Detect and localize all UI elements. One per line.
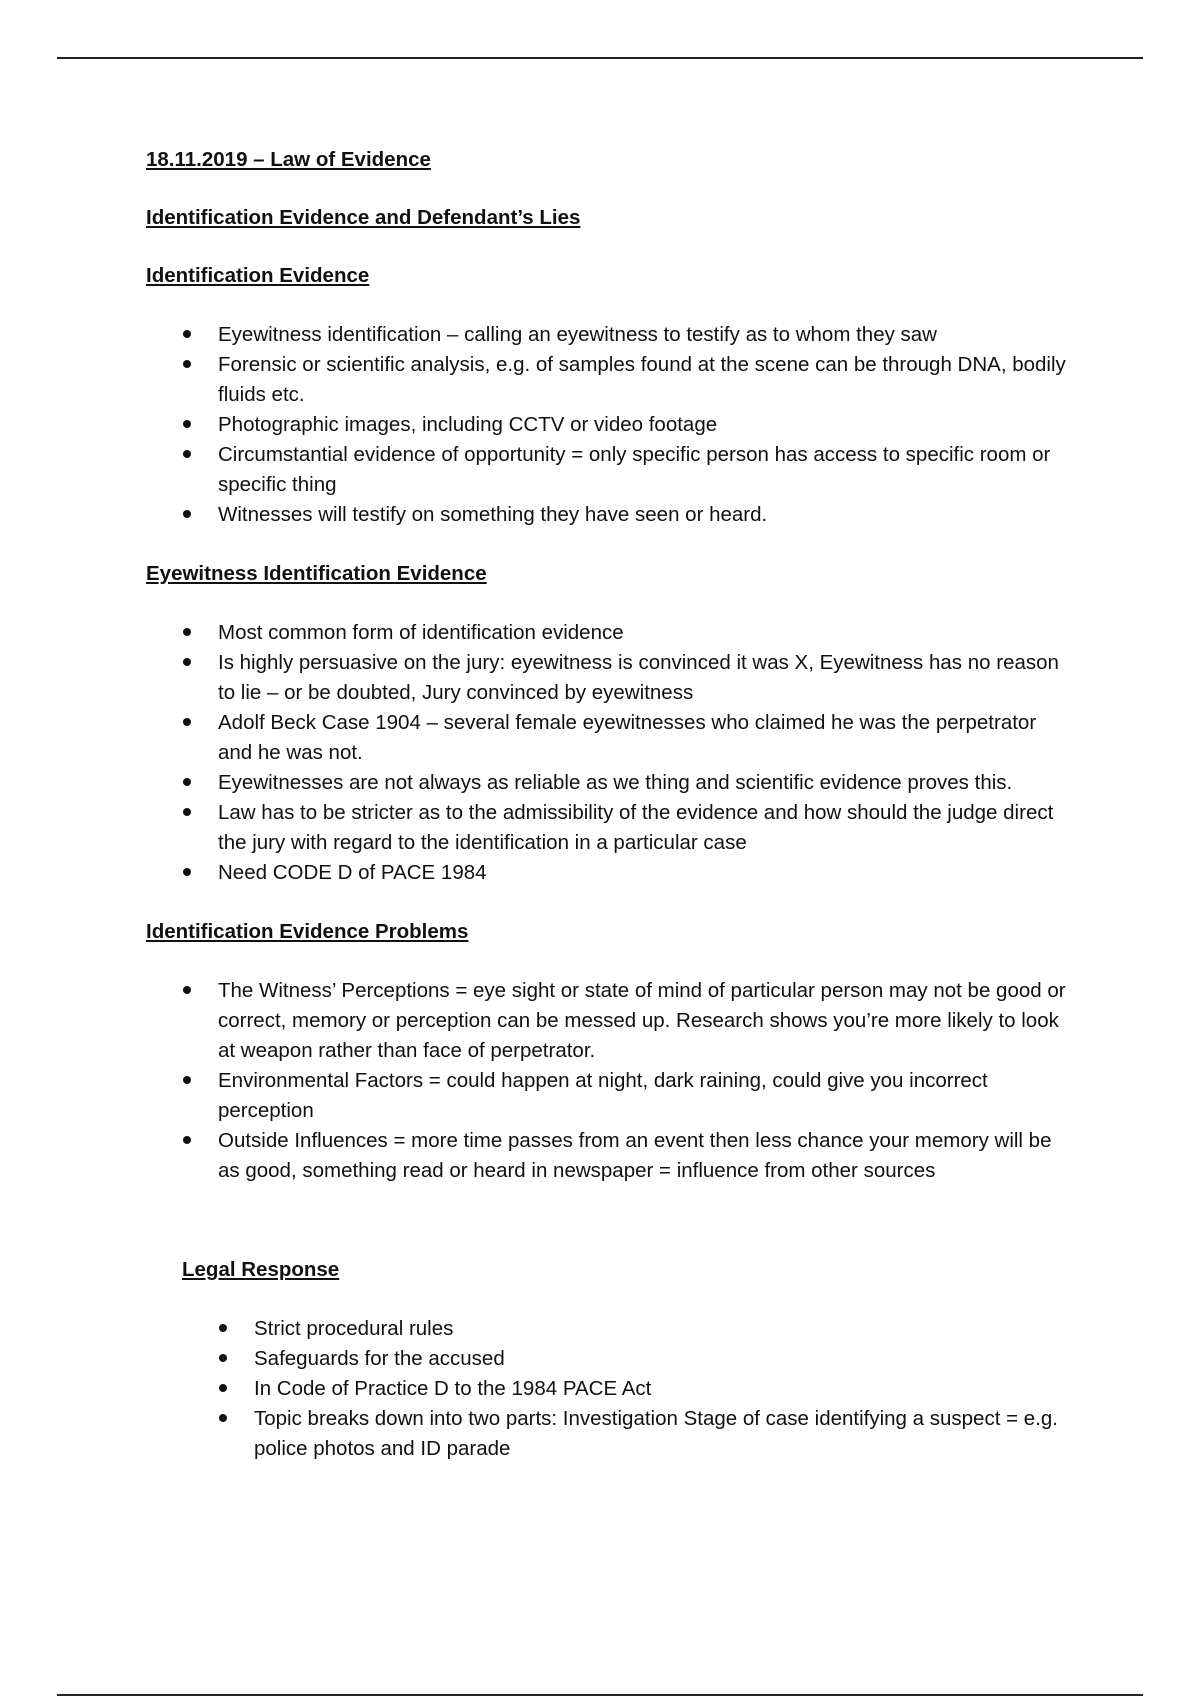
bullet-icon — [183, 1076, 191, 1084]
bullet-icon — [219, 1414, 227, 1422]
list-item: Topic breaks down into two parts: Investigation Stage of case identifying a suspect = e.g. police photos and ID parade — [182, 1404, 1066, 1464]
list-item: The Witness’ Perceptions = eye sight or state of mind of particular person may not be good or correct, memory or perception can be messed up. Research shows you’re more likely to look at weapon rather than face of perpetrator. — [146, 976, 1066, 1066]
bullet-list — [146, 618, 1066, 888]
document-body — [146, 146, 1066, 1494]
list-item: Safeguards for the accused — [182, 1344, 1066, 1374]
bullet-icon — [183, 986, 191, 994]
bullet-icon — [183, 450, 191, 458]
list-item: Eyewitness identification – calling an eyewitness to testify as to whom they saw — [146, 320, 1066, 350]
bullet-icon — [183, 360, 191, 368]
list-item: Strict procedural rules — [182, 1314, 1066, 1344]
bullet-icon — [219, 1324, 227, 1332]
bullet-list — [146, 976, 1066, 1186]
section-heading: Legal Response — [182, 1258, 340, 1281]
bullet-icon — [183, 868, 191, 876]
list-item: Adolf Beck Case 1904 – several female eyewitnesses who claimed he was the perpetrator and he was not. — [146, 708, 1066, 768]
list-item: Eyewitnesses are not always as reliable as we thing and scientific evidence proves this. — [146, 768, 1066, 798]
section-identification-evidence-problems — [146, 918, 1066, 1186]
bullet-icon — [183, 718, 191, 726]
section-identification-evidence — [146, 262, 1066, 530]
document-title: 18.11.2019 – Law of Evidence — [146, 148, 431, 171]
list-item: Need CODE D of PACE 1984 — [146, 858, 1066, 888]
bullet-icon — [219, 1384, 227, 1392]
list-item: Witnesses will testify on something they have seen or heard. — [146, 500, 1066, 530]
section-heading: Eyewitness Identification Evidence — [146, 562, 487, 585]
list-item: Photographic images, including CCTV or video footage — [146, 410, 1066, 440]
list-item: Is highly persuasive on the jury: eyewitness is convinced it was X, Eyewitness has no reason to lie – or be doubted, Jury convinced by eyewitness — [146, 648, 1066, 708]
bullet-icon — [183, 658, 191, 666]
bullet-icon — [183, 778, 191, 786]
bullet-icon — [183, 628, 191, 636]
list-item: Forensic or scientific analysis, e.g. of samples found at the scene can be through DNA, bodily fluids etc. — [146, 350, 1066, 410]
bullet-icon — [183, 1136, 191, 1144]
bullet-icon — [183, 510, 191, 518]
section-heading: Identification Evidence Problems — [146, 920, 469, 943]
list-item: Law has to be stricter as to the admissibility of the evidence and how should the judge direct the jury with regard to the identification in a particular case — [146, 798, 1066, 858]
section-legal-response — [182, 1256, 1066, 1464]
document-subtitle: Identification Evidence and Defendant’s Lies — [146, 206, 581, 229]
list-item: Circumstantial evidence of opportunity = only specific person has access to specific room or specific thing — [146, 440, 1066, 500]
bullet-icon — [183, 808, 191, 816]
bottom-rule — [57, 1694, 1143, 1696]
section-eyewitness-identification-evidence — [146, 560, 1066, 888]
bullet-icon — [219, 1354, 227, 1362]
bullet-icon — [183, 420, 191, 428]
bullet-list — [182, 1314, 1066, 1464]
top-rule — [57, 57, 1143, 59]
list-item: Environmental Factors = could happen at night, dark raining, could give you incorrect perception — [146, 1066, 1066, 1126]
bullet-list — [146, 320, 1066, 530]
list-item: Outside Influences = more time passes from an event then less chance your memory will be as good, something read or heard in newspaper = influence from other sources — [146, 1126, 1066, 1186]
bullet-icon — [183, 330, 191, 338]
section-heading: Identification Evidence — [146, 264, 370, 287]
list-item: In Code of Practice D to the 1984 PACE Act — [182, 1374, 1066, 1404]
list-item: Most common form of identification evidence — [146, 618, 1066, 648]
